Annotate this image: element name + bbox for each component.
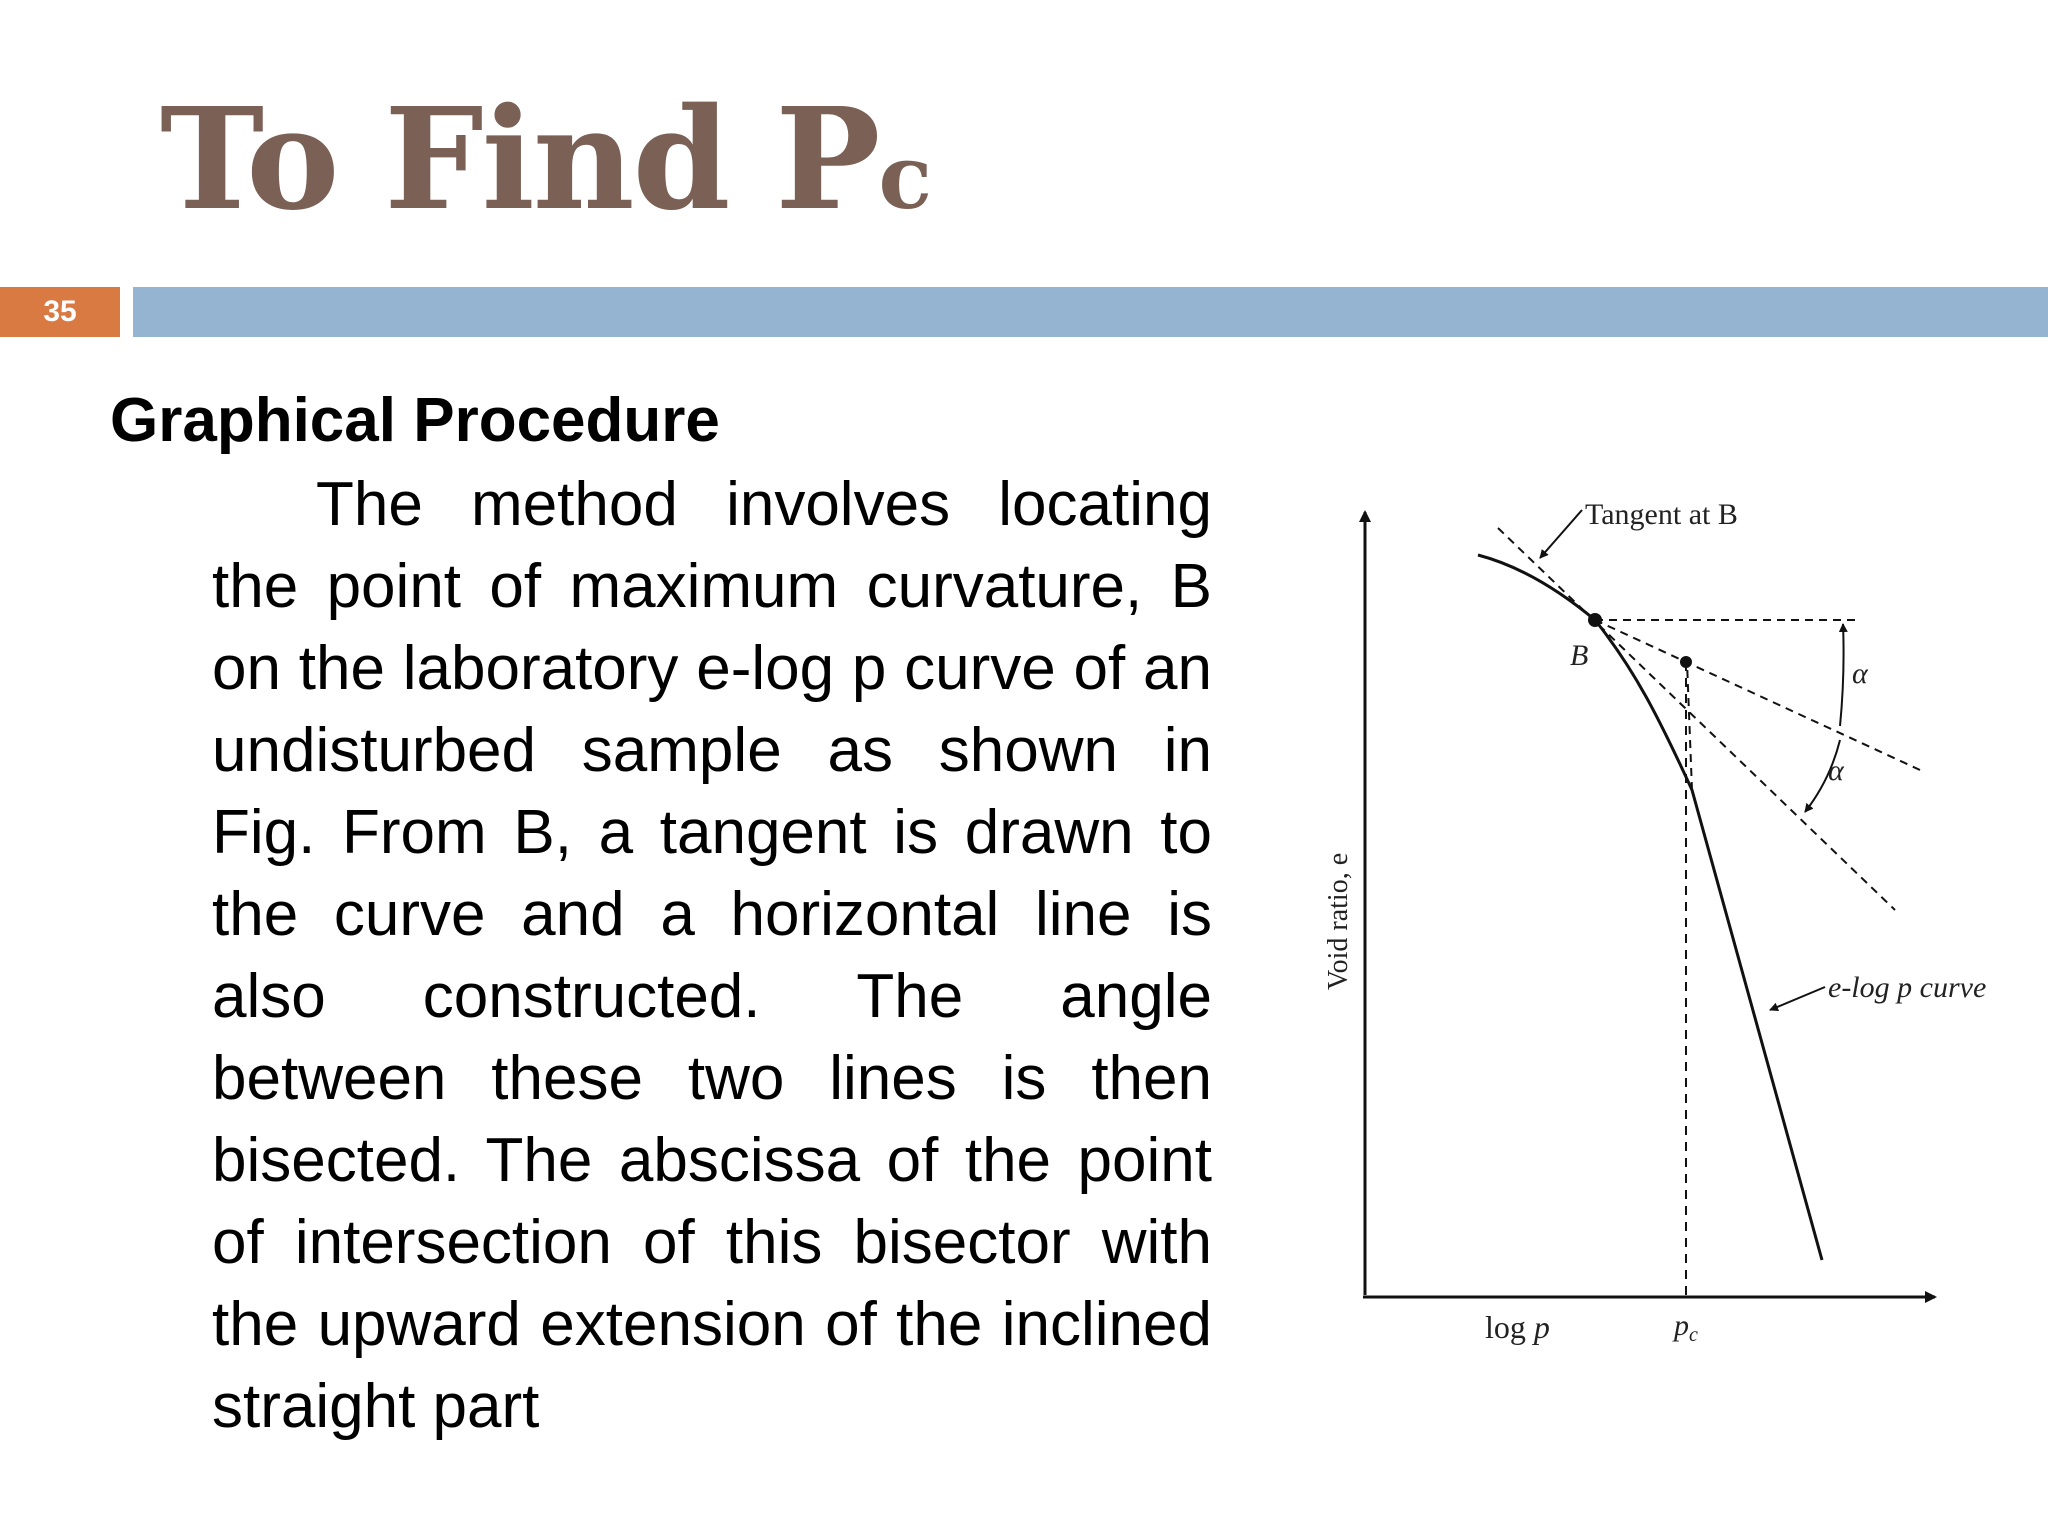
angle-label-upper: α (1852, 657, 1868, 690)
tangent-leader (1540, 510, 1582, 558)
point-b (1588, 613, 1602, 627)
slide-number: 35 (0, 287, 120, 337)
tangent-label: Tangent at B (1585, 498, 1738, 531)
point-b-label: B (1570, 639, 1589, 672)
slide-title-main: To Find P (160, 78, 879, 242)
slide-title (160, 78, 933, 242)
slide-title-subscript: c (878, 125, 933, 229)
curve-label: e-log p curve (1828, 971, 1987, 1004)
e-log-p-curve (1478, 555, 1822, 1260)
y-axis-label: Void ratio, e (1323, 852, 1354, 990)
angle-label-lower: α (1828, 754, 1844, 787)
pc-label: $p_c$ (1674, 1309, 1698, 1346)
header-bar (133, 287, 2048, 337)
intersection-point (1680, 656, 1692, 668)
section-heading: Graphical Procedure (110, 386, 720, 455)
x-axis-label: log p (1485, 1309, 1550, 1345)
straight-part-extension (1687, 662, 1692, 790)
e-log-p-diagram (1300, 490, 2000, 1370)
tangent-line (1498, 528, 1895, 910)
curve-leader (1770, 987, 1825, 1010)
angle-arc-upper (1840, 624, 1844, 726)
body-paragraph: The method involves locating the point of maximum curvature, B on the laboratory e-log p curve of an undisturbed sample as shown in Fig. From B, a tangent is drawn to the curve and a horizontal line is also constructed. The angle between these two lines is then bisected. The abscissa of the point of intersection of this bisector with the upward extension of the inclined straight part (212, 470, 1212, 1441)
